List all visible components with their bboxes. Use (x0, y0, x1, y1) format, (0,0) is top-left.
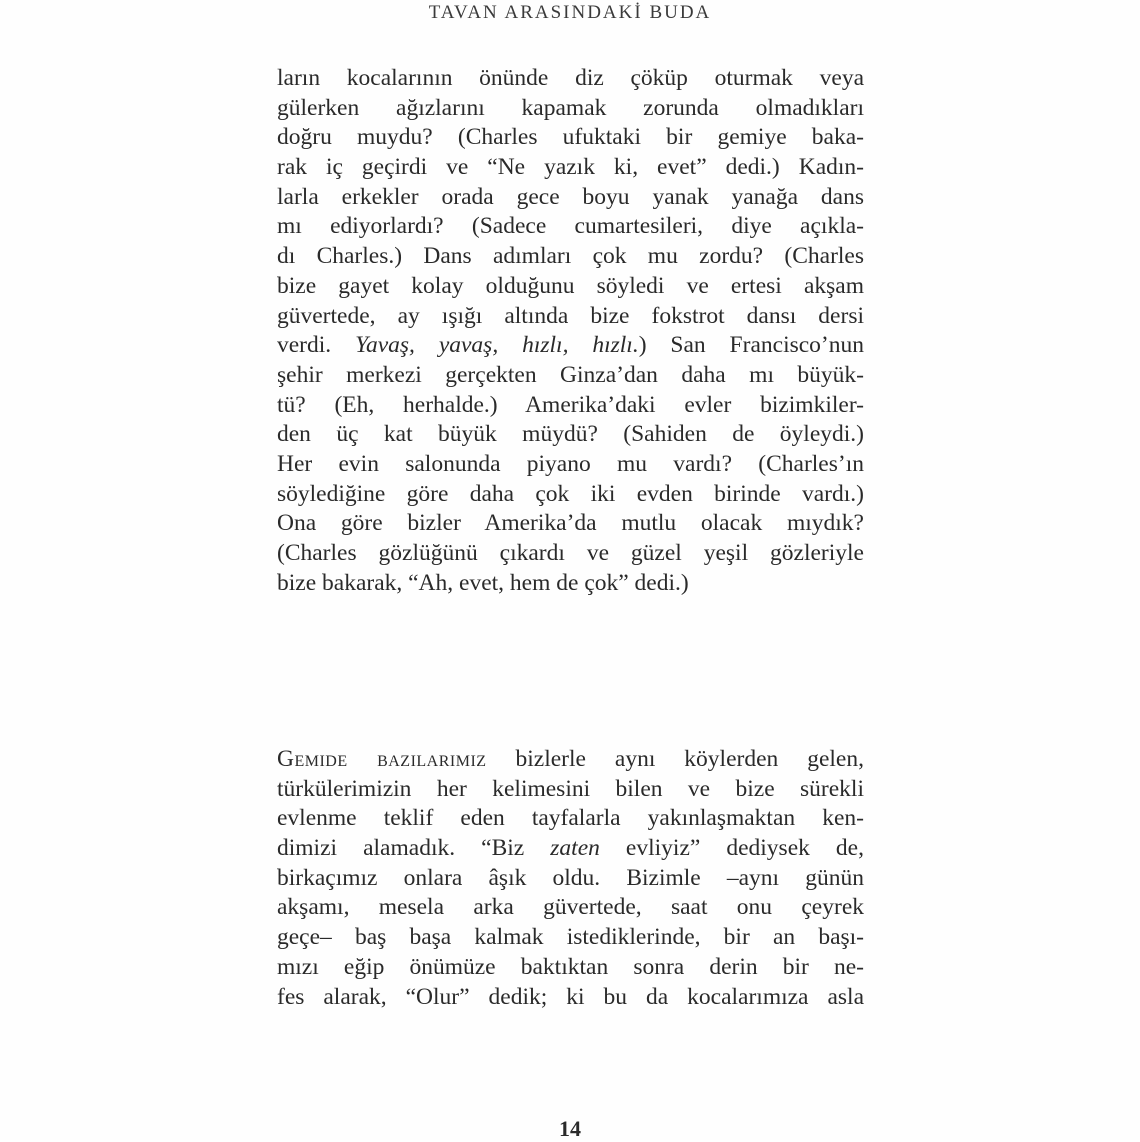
text-line: söylediğine göre daha çok iki evden birinde vardı.) (277, 480, 864, 507)
text-line: gülerken ağızlarını kapamak zorunda olmadıkları (277, 94, 864, 121)
text-line: mı ediyorlardı? (Sadece cumartesileri, diye açıkla- (277, 213, 864, 240)
text-line: (Charles gözlüğünü çıkardı ve güzel yeşil gözleriyle (277, 540, 864, 566)
text-line: tü? (Eh, herhalde.) Amerika’daki evler bizimkiler- (277, 391, 864, 418)
text-line (277, 745, 864, 775)
text-line: larla erkekler orada gece boyu yanak yanağa dans (277, 183, 864, 210)
text-segment: dimizi alamadık. “Biz (277, 835, 551, 862)
running-head: TAVAN ARASINDAKİ BUDA (428, 2, 712, 23)
text-line: bize bakarak, “Ah, evet, hem de çok” dedi.) (277, 569, 689, 596)
text-line: rak iç geçirdi ve “Ne yazık ki, evet” dedi.) Kadın- (277, 154, 864, 181)
text-line: şehir merkezi gerçekten Ginza’dan daha mı büyük- (277, 361, 864, 388)
text-line: geçe– baş başa kalmak istediklerinde, bir an başı- (277, 924, 864, 951)
text-line: güvertede, ay ışığı altında bize fokstrot dansı dersi (277, 302, 864, 329)
text-line: Ona göre bizler Amerika’da mutlu olacak mıydık? (277, 510, 864, 537)
text-segment: evliyiz” dediysek de, (599, 835, 864, 862)
italic-phrase: Yavaş, yavaş, hızlı, hızlı. (355, 332, 639, 359)
text-line: mızı eğip önümüze baktıktan sonra derin bir ne- (277, 953, 864, 980)
text-segment: verdi. (277, 332, 356, 359)
text-line: dı Charles.) Dans adımları çok mu zordu? (Charles (277, 243, 864, 270)
text-segment: bizlerle aynı köylerden gelen, (486, 746, 864, 772)
italic-word: zaten (550, 835, 600, 862)
text-line: den üç kat büyük müydü? (Sahiden de öyleydi.) (277, 421, 864, 448)
text-line: bize gayet kolay olduğunu söyledi ve ertesi akşam (277, 272, 864, 299)
paragraph-2 (277, 745, 864, 1012)
text-line: ların kocalarının önünde diz çöküp oturmak veya (277, 65, 864, 91)
text-segment: ) San Francisco’nun (638, 332, 864, 359)
paragraph-1 (277, 64, 864, 598)
text-line: doğru muydu? (Charles ufuktaki bir gemiye baka- (277, 124, 864, 151)
page-number: 14 (559, 1116, 581, 1141)
text-line: birkaçımız onlara âşık oldu. Bizimle –aynı günün (277, 864, 864, 891)
text-line: fes alarak, “Olur” dedik; ki bu da kocalarımıza asla (277, 983, 864, 1010)
text-line: Her evin salonunda piyano mu vardı? (Charles’ın (277, 450, 864, 477)
text-line (277, 331, 864, 361)
text-line: akşamı, mesela arka güvertede, saat onu çeyrek (277, 894, 864, 921)
lead-in-smallcaps: Gemide bazılarımız (277, 746, 487, 772)
text-line: evlenme teklif eden tayfalarla yakınlaşmaktan ken- (277, 805, 864, 832)
text-line (277, 834, 864, 864)
text-line: türkülerimizin her kelimesini bilen ve bize sürekli (277, 775, 864, 802)
